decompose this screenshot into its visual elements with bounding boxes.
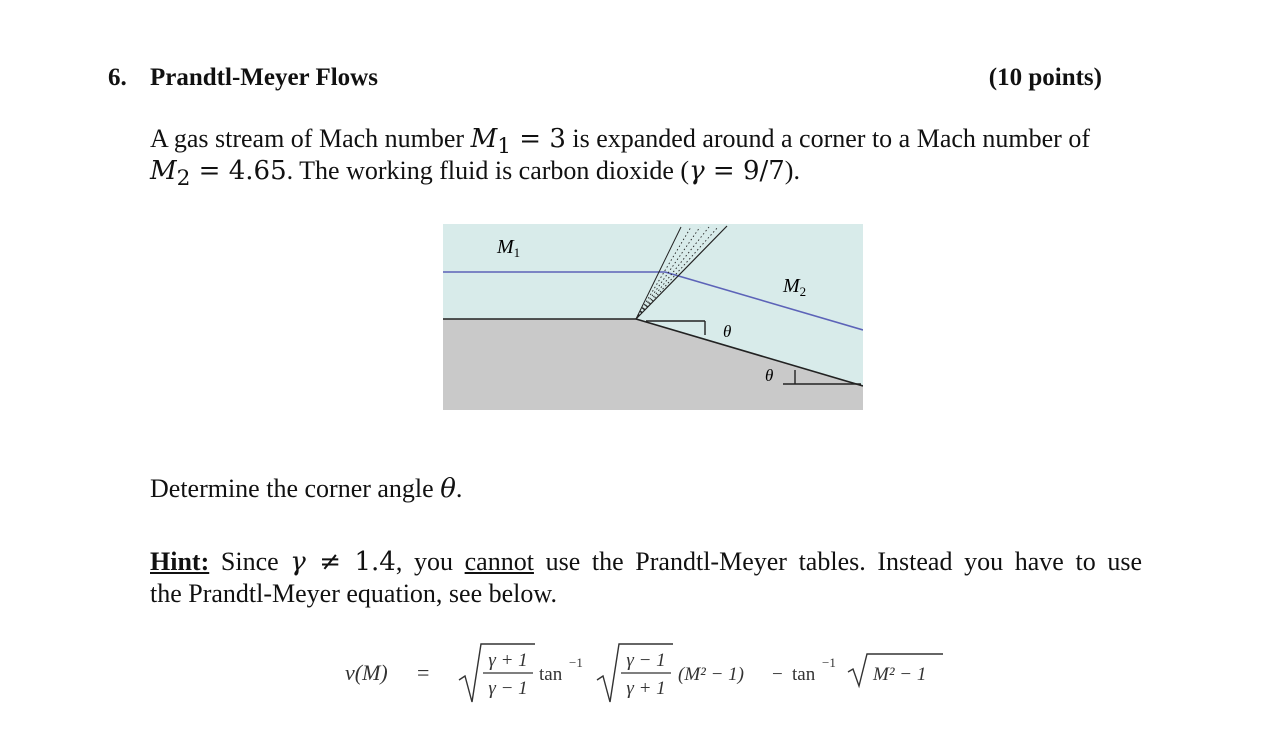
eq-inv1: −1 [569, 655, 583, 670]
label-theta-bottom: θ [765, 366, 774, 385]
eq-inv2: −1 [822, 655, 836, 670]
frac1-denominator: γ − 1 [488, 678, 528, 699]
frac1-numerator: γ + 1 [488, 650, 528, 671]
frac2-numerator: γ − 1 [626, 650, 666, 671]
problem-statement-line1: A gas stream of Mach number $M_1 = 3$ is expanded around a corner to a Mach number of [150, 124, 1090, 160]
problem-title: Prandtl-Meyer Flows [150, 64, 378, 91]
cannot-emphasis: cannot [464, 547, 534, 576]
eq-tan2: tan [792, 664, 816, 685]
problem-points: (10 points) [988, 64, 1102, 91]
eq-term: (M² − 1) [678, 664, 744, 685]
hint-line2: the Prandtl-Meyer equation, see below. [150, 579, 557, 608]
problem-number: 6. [108, 64, 127, 91]
mach-symbol: M [470, 124, 498, 154]
hint-line1: Hint: Since γ ≠ 1.4, you cannot use the Prandtl-Meyer tables. Instead you have to use [150, 547, 1143, 577]
hint-label: Hint: [150, 547, 210, 576]
label-theta-top: θ [723, 322, 732, 341]
corner-expansion-figure [443, 224, 863, 410]
question-text: Determine the corner angle θ. [150, 474, 463, 504]
label-m2: $M_2$ [783, 275, 807, 299]
label-m1: $M_1$ [497, 236, 521, 260]
frac2-denominator: γ + 1 [626, 678, 666, 699]
eq-minus: − [772, 664, 783, 685]
eq-sqrt-term: M² − 1 [873, 664, 927, 685]
prandtl-meyer-equation [335, 636, 955, 706]
eq-tan1: tan [539, 664, 563, 685]
eq-lhs: ν(M) [345, 660, 388, 685]
eq-equals: = [417, 660, 430, 685]
problem-statement-line2: $M_2 = 4.65$. The working fluid is carbon dioxide (γ = 9/7). [150, 156, 800, 192]
theta-symbol: θ [440, 474, 456, 504]
